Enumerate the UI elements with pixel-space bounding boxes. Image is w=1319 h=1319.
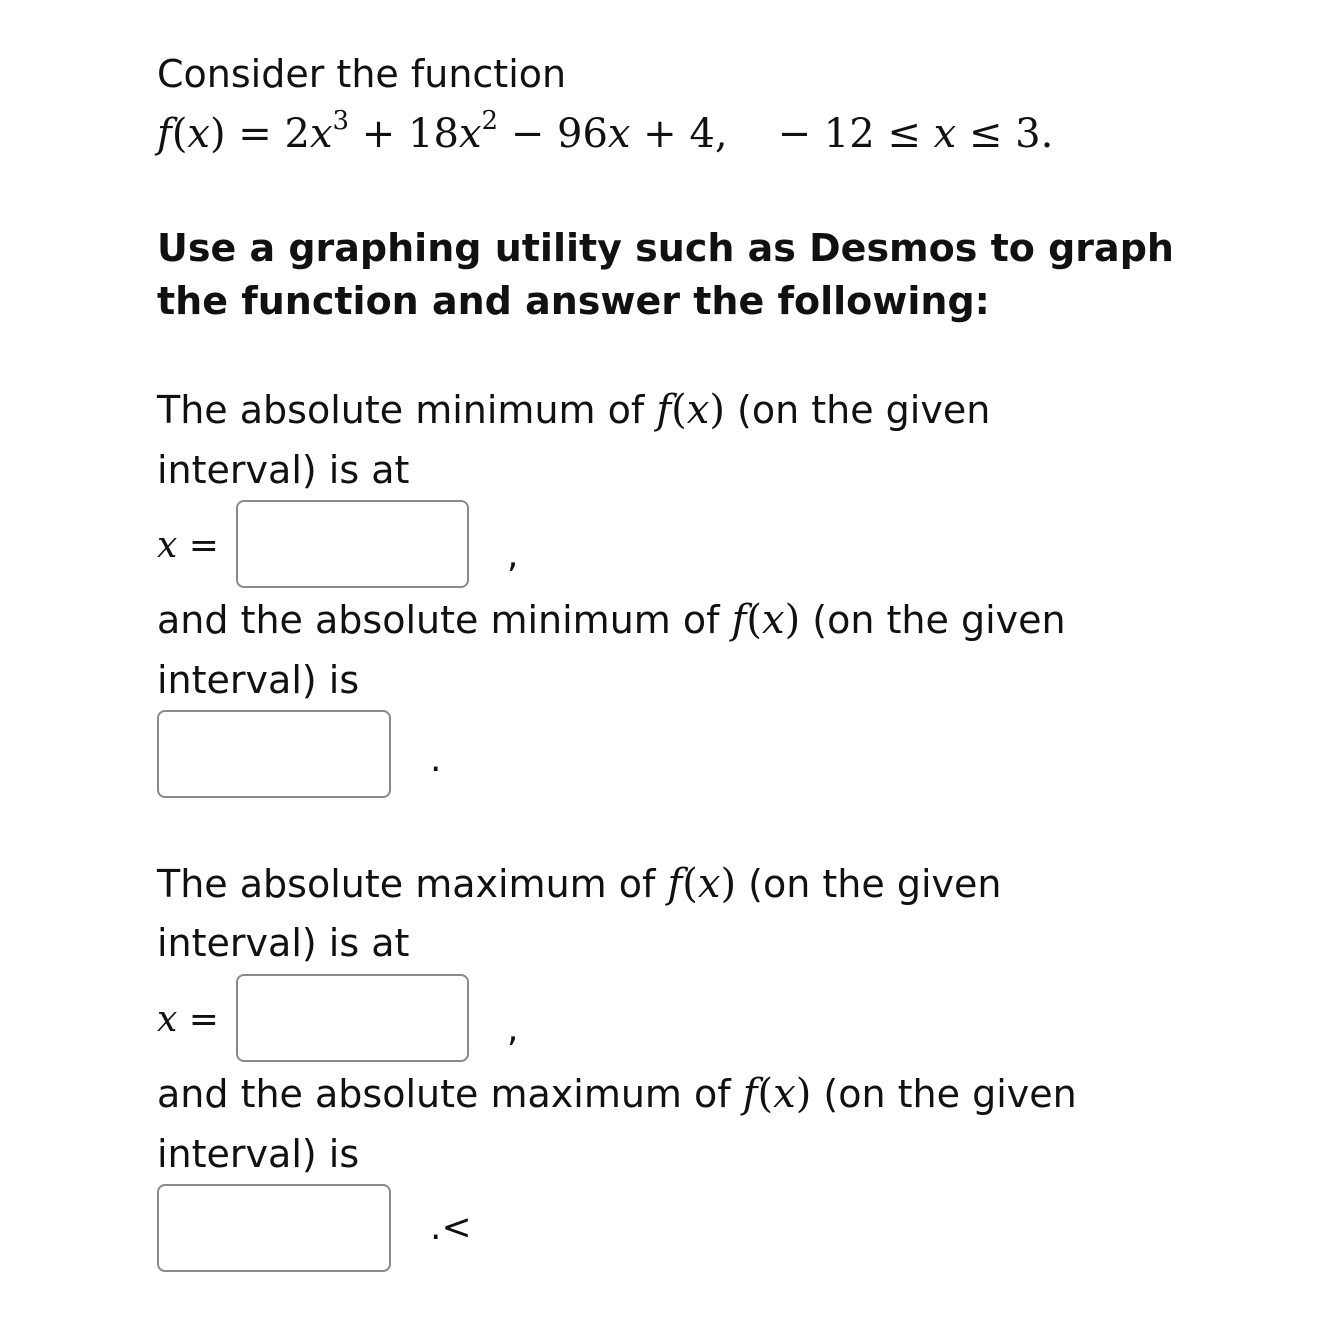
function-definition: $f(x) = 2x^3 + 18x^2 - 96x + 4$, − 12 ≤ x ≤ 3. bbox=[157, 106, 1054, 157]
min-value-input[interactable] bbox=[157, 710, 391, 798]
function-plus4: + 4, bbox=[630, 111, 728, 157]
min-question-line-2: interval) is at bbox=[157, 448, 410, 492]
function-term-x2: x bbox=[458, 111, 482, 157]
function-term-x: x bbox=[607, 111, 631, 157]
max-question-line-2: interval) is at bbox=[157, 921, 410, 965]
interval-right: ≤ 3. bbox=[956, 111, 1054, 157]
function-var: x bbox=[187, 111, 210, 157]
min-value-period: . bbox=[430, 739, 442, 780]
instruction-line-1: Use a graphing utility such as Desmos to graph bbox=[157, 226, 1174, 270]
function-minus96: − 96 bbox=[498, 111, 608, 157]
min-x-comma: , bbox=[507, 535, 519, 576]
min-value-question-line-1: and the absolute minimum of f(x) (on the given bbox=[157, 597, 1066, 643]
min-x-input[interactable] bbox=[236, 500, 469, 588]
exponent-3: 3 bbox=[332, 106, 350, 136]
max-value-question-line-1: and the absolute maximum of f(x) (on the given bbox=[157, 1071, 1077, 1117]
interval-left: − 12 ≤ bbox=[777, 111, 934, 157]
function-eq: ) = 2 bbox=[209, 111, 310, 157]
max-x-equals-label: x = bbox=[157, 999, 219, 1040]
max-value-input[interactable] bbox=[157, 1184, 391, 1272]
min-x-equals-label: x = bbox=[157, 525, 219, 566]
fx-label: f bbox=[656, 387, 672, 433]
max-question-line-1: The absolute maximum of f(x) (on the given bbox=[157, 861, 1002, 907]
exponent-2: 2 bbox=[481, 106, 499, 136]
max-value-period: .< bbox=[430, 1207, 472, 1248]
min-question-line-1: The absolute minimum of f(x) (on the given bbox=[157, 387, 991, 433]
max-x-comma: , bbox=[507, 1009, 519, 1050]
instruction-line-2: the function and answer the following: bbox=[157, 279, 990, 323]
max-value-question-line-2: interval) is bbox=[157, 1132, 360, 1176]
function-term-x3: x bbox=[309, 111, 333, 157]
max-x-input[interactable] bbox=[236, 974, 469, 1062]
intro-text: Consider the function bbox=[157, 52, 567, 96]
function-name: f bbox=[157, 111, 172, 157]
interval-var: x bbox=[933, 111, 957, 157]
min-value-question-line-2: interval) is bbox=[157, 658, 360, 702]
function-plus18: + 18 bbox=[349, 111, 459, 157]
